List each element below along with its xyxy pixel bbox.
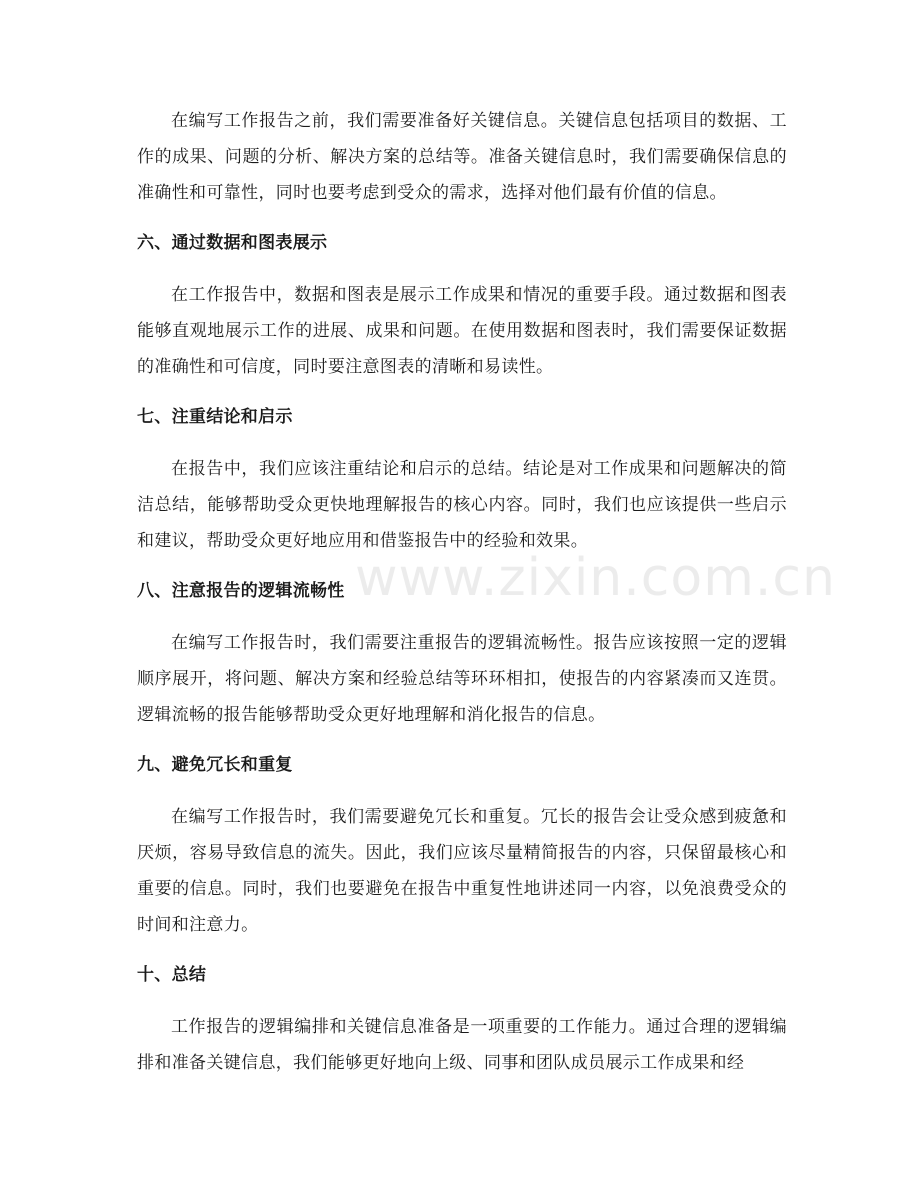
section-body-9: 在编写工作报告时，我们需要避免冗长和重复。冗长的报告会让受众感到疲惫和厌烦，容易导致信息的流失。因此，我们应该尽量精简报告的内容，只保留最核心和重要的信息。同时，我们也要避免在报告中重复性地讲述同一内容，以免浪费受众的时间和注意力。 (137, 807, 787, 935)
section-heading-7: 七、注重结论和启示 (137, 407, 293, 427)
section-body-10: 工作报告的逻辑编排和关键信息准备是一项重要的工作能力。通过合理的逻辑编排和准备关键信息，我们能够更好地向上级、同事和团队成员展示工作成果和经 (137, 1017, 787, 1073)
section-body-7: 在报告中，我们应该注重结论和启示的总结。结论是对工作成果和问题解决的简洁总结，能够帮助受众更快地理解报告的核心内容。同时，我们也应该提供一些启示和建议，帮助受众更好地应用和借鉴报告中的经验和效果。 (137, 459, 787, 551)
section-heading-9: 九、避免冗长和重复 (137, 755, 293, 775)
section-body-6: 在工作报告中，数据和图表是展示工作成果和情况的重要手段。通过数据和图表能够直观地展示工作的进展、成果和问题。在使用数据和图表时，我们需要保证数据的准确性和可信度，同时要注意图表的清晰和易读性。 (137, 285, 787, 377)
watermark-text: www.zixin.com.cn (355, 548, 836, 608)
section-heading-6: 六、通过数据和图表展示 (137, 233, 328, 253)
section-body-8: 在编写工作报告时，我们需要注重报告的逻辑流畅性。报告应该按照一定的逻辑顺序展开，将问题、解决方案和经验总结等环环相扣，使报告的内容紧凑而又连贯。逻辑流畅的报告能够帮助受众更好地理解和消化报告的信息。 (137, 633, 787, 725)
section-heading-10: 十、总结 (137, 965, 207, 985)
document-content (137, 103, 787, 1081)
section-heading-8: 八、注意报告的逻辑流畅性 (137, 581, 345, 601)
intro-paragraph: 在编写工作报告之前，我们需要准备好关键信息。关键信息包括项目的数据、工作的成果、问题的分析、解决方案的总结等。准备关键信息时，我们需要确保信息的准确性和可靠性，同时也要考虑到受众的需求，选择对他们最有价值的信息。 (137, 111, 787, 203)
